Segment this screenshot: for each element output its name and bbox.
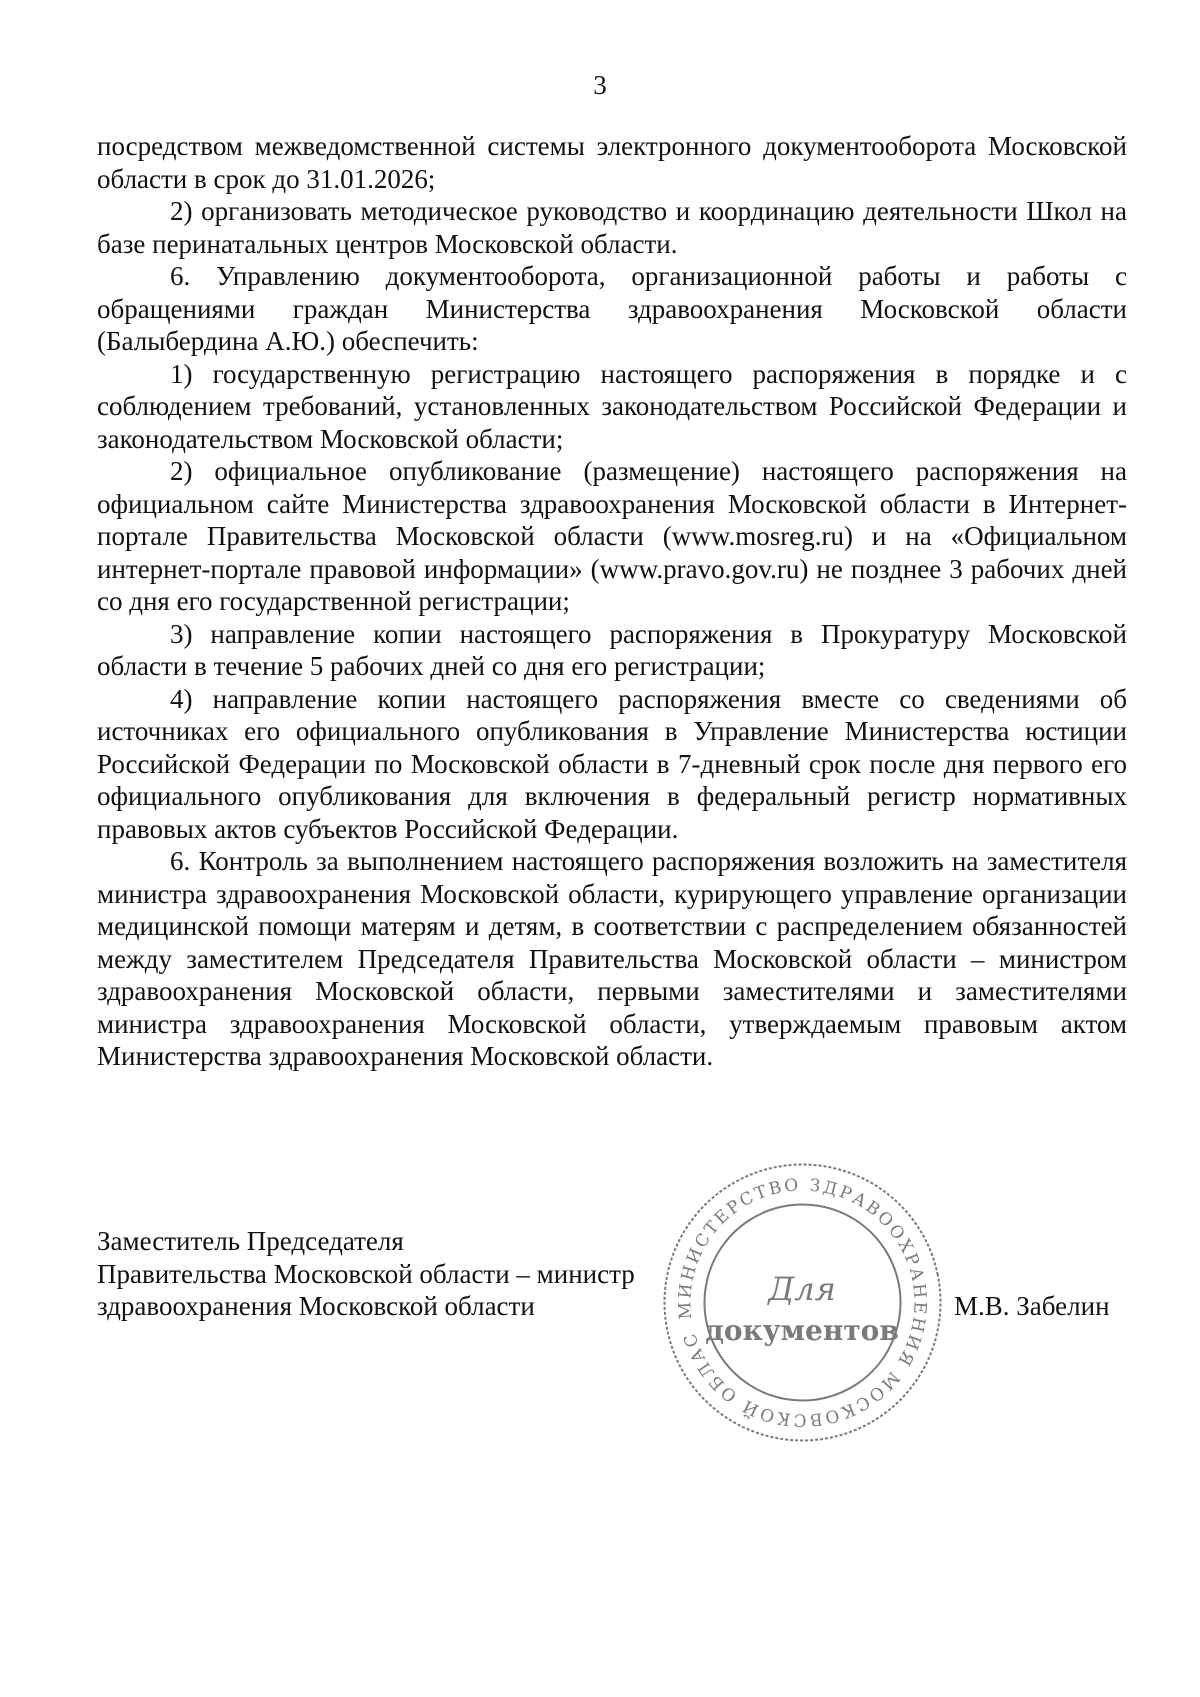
stamp-text-line1: Для <box>768 1270 836 1308</box>
paragraph: 3) направление копии настоящего распоряжения в Прокуратуру Московской области в течение 5 рабочих дней со дня его регистрации; <box>97 618 1127 681</box>
signer-position-line: здравоохранения Московской области <box>97 1291 535 1321</box>
official-stamp <box>660 1160 945 1445</box>
signer-name: М.В. Забелин <box>954 1291 1110 1321</box>
paragraph: 1) государственную регистрацию настоящего распоряжения в порядке и с соблюдением требований, установленных законодательством Российской Федерации и законодательством Московской области; <box>97 358 1127 454</box>
paragraph: 4) направление копии настоящего распоряжения вместе со сведениями об источниках его официального опубликования в Управление Министерства юстиции Российской Федерации по Московской области в 7-дневный срок после дня первого его официального опубликования для включения в федеральный регистр нормативных правовых актов субъектов Российской Федерации. <box>97 683 1127 844</box>
signer-position-line: Правительства Московской области – министр <box>97 1258 635 1289</box>
paragraph: 2) организовать методическое руководство и координацию деятельности Школ на базе перинатальных центров Московской области. <box>97 196 1127 259</box>
signer-position-line: Заместитель Председателя <box>97 1226 404 1256</box>
paragraph: 2) официальное опубликование (размещение) настоящего распоряжения на официальном сайте Министерства здравоохранения Московской области в Интернет-портале Правительства Московской области (www.mosreg.ru) и на «Официальном интернет-портале правовой информации» (www.pravo.gov.ru) не позднее 3 рабочих дней со дня его государственной регистрации; <box>97 456 1127 616</box>
stamp-ring-text: МИНИСТЕРСТВО ЗДРАВООХРАНЕНИЯ МОСКОВСКОЙ ОБЛАСТИ <box>675 1175 930 1430</box>
page-number: 3 <box>593 70 607 100</box>
signature-block <box>97 1225 1127 1425</box>
stamp-seal-icon <box>660 1160 945 1445</box>
signer-position <box>97 1225 697 1323</box>
paragraph: 6. Контроль за выполнением настоящего распоряжения возложить на заместителя министра здравоохранения Московской области, курирующего управление организации медицинской помощи матерям и детям, в соответствии с распределением обязанностей между заместителем Председателя Правительства Московской области – министром здравоохранения Московской области, первыми заместителями и заместителями министра здравоохранения Московской области, утверждаемым правовым актом Министерства здравоохранения Московской области. <box>97 846 1127 1071</box>
document-body <box>97 130 1127 1073</box>
paragraph: посредством межведомственной системы электронного документооборота Московской области в срок до 31.01.2026; <box>97 131 1127 194</box>
stamp-text-line2: документов <box>705 1314 899 1347</box>
paragraph: 6. Управлению документооборота, организационной работы и работы с обращениями граждан Министерства здравоохранения Московской области (Балыбердина А.Ю.) обеспечить: <box>97 261 1127 356</box>
